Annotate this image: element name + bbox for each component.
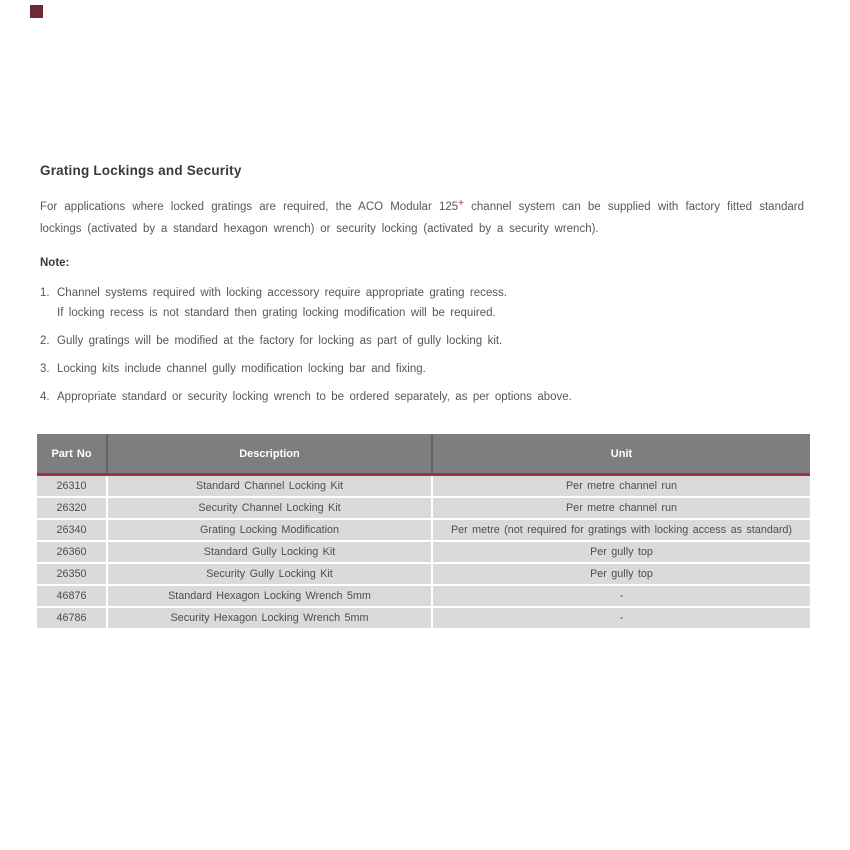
note-line-1: Channel systems required with locking accessory require appropriate grating recess.	[57, 287, 507, 299]
part-no-cell: 46876	[37, 586, 108, 606]
table-row	[37, 498, 810, 518]
intro-text-before: For applications where locked gratings are required, the ACO Modular 125	[40, 201, 459, 213]
unit-cell: Per gully top	[433, 564, 810, 584]
unit-cell: -	[433, 586, 810, 606]
unit-cell: Per metre channel run	[433, 476, 810, 496]
note-item-4	[40, 388, 770, 408]
note-number: 4.	[40, 390, 50, 403]
description-cell: Standard Gully Locking Kit	[108, 542, 433, 562]
description-cell: Grating Locking Modification	[108, 520, 433, 540]
note-text: Gully gratings will be modified at the factory for locking as part of gully locking kit.	[57, 334, 503, 347]
column-header-description: Description	[108, 434, 433, 473]
brand-square-marker	[30, 5, 43, 18]
description-cell: Security Channel Locking Kit	[108, 498, 433, 518]
table-header-row	[37, 434, 810, 476]
note-item-3	[40, 360, 770, 380]
note-number: 3.	[40, 362, 50, 375]
part-no-cell: 46786	[37, 608, 108, 628]
unit-cell: Per metre channel run	[433, 498, 810, 518]
parts-table	[37, 434, 810, 630]
note-text	[57, 284, 507, 323]
note-heading: Note:	[40, 257, 70, 269]
note-text: Locking kits include channel gully modification locking bar and fixing.	[57, 362, 426, 375]
description-cell: Security Gully Locking Kit	[108, 564, 433, 584]
description-cell: Standard Hexagon Locking Wrench 5mm	[108, 586, 433, 606]
notes-list	[40, 284, 770, 416]
table-row	[37, 542, 810, 562]
table-row	[37, 520, 810, 540]
unit-cell: Per metre (not required for gratings with locking access as standard)	[433, 520, 810, 540]
part-no-cell: 26340	[37, 520, 108, 540]
intro-paragraph	[40, 193, 804, 240]
note-number: 2.	[40, 334, 50, 347]
column-header-part-no: Part No	[37, 434, 108, 473]
table-row	[37, 564, 810, 584]
table-body	[37, 476, 810, 628]
note-number: 1.	[40, 287, 50, 299]
table-row	[37, 476, 810, 496]
unit-cell: -	[433, 608, 810, 628]
unit-cell: Per gully top	[433, 542, 810, 562]
table-row	[37, 608, 810, 628]
table-row	[37, 586, 810, 606]
column-header-unit: Unit	[610, 447, 633, 460]
note-text: Appropriate standard or security locking wrench to be ordered separately, as per options above.	[57, 390, 572, 403]
part-no-cell: 26310	[37, 476, 108, 496]
note-item-1	[40, 284, 770, 323]
part-no-cell: 26320	[37, 498, 108, 518]
part-no-cell: 26350	[37, 564, 108, 584]
note-line-2: If locking recess is not standard then grating locking modification will be required.	[57, 306, 496, 319]
part-no-cell: 26360	[37, 542, 108, 562]
intro-text-after: channel system can be supplied with factory fitted standard lockings (activated by a standard hexagon wrench) or security locking (activated by a security wrench).	[40, 201, 804, 235]
page-title: Grating Lockings and Security	[40, 163, 242, 178]
description-cell: Security Hexagon Locking Wrench 5mm	[108, 608, 433, 628]
plus-superscript: +	[458, 198, 464, 209]
description-cell: Standard Channel Locking Kit	[108, 476, 433, 496]
note-item-2	[40, 332, 770, 352]
